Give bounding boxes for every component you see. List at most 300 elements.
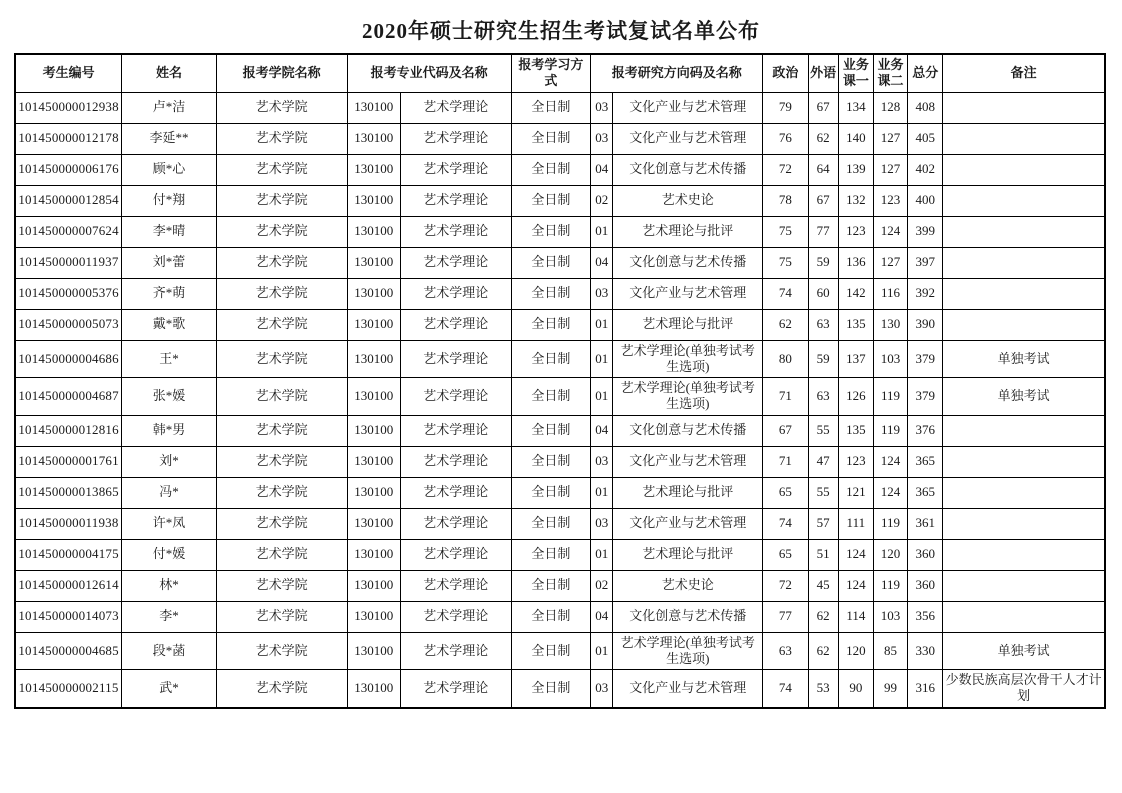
cell-direction-code: 01 — [591, 216, 613, 247]
cell-name: 张*媛 — [122, 378, 217, 416]
cell-course2-score: 119 — [873, 415, 907, 446]
cell-candidate-id: 101450000005376 — [15, 278, 122, 309]
cell-course2-score: 124 — [873, 216, 907, 247]
cell-remark — [943, 216, 1105, 247]
cell-foreign-score: 62 — [808, 632, 838, 670]
cell-politics-score: 71 — [763, 446, 808, 477]
cell-course1-score: 134 — [838, 92, 873, 123]
cell-name: 李延** — [122, 123, 217, 154]
table-row — [15, 378, 1105, 416]
cell-politics-score: 65 — [763, 477, 808, 508]
cell-course1-score: 124 — [838, 570, 873, 601]
cell-college: 艺术学院 — [216, 446, 347, 477]
cell-direction-name: 文化产业与艺术管理 — [613, 446, 763, 477]
cell-politics-score: 62 — [763, 309, 808, 340]
cell-foreign-score: 63 — [808, 378, 838, 416]
cell-major-name: 艺术学理论 — [400, 154, 511, 185]
cell-foreign-score: 62 — [808, 601, 838, 632]
table-header-row — [15, 54, 1105, 92]
cell-direction-code: 01 — [591, 477, 613, 508]
table-row — [15, 340, 1105, 378]
cell-college: 艺术学院 — [216, 601, 347, 632]
table-row — [15, 601, 1105, 632]
cell-total-score: 376 — [908, 415, 943, 446]
cell-major-code: 130100 — [347, 378, 400, 416]
cell-candidate-id: 101450000014073 — [15, 601, 122, 632]
cell-major-name: 艺术学理论 — [400, 309, 511, 340]
cell-course2-score: 127 — [873, 247, 907, 278]
cell-direction-name: 文化产业与艺术管理 — [613, 123, 763, 154]
cell-candidate-id: 101450000012178 — [15, 123, 122, 154]
table-row — [15, 216, 1105, 247]
cell-direction-name: 艺术理论与批评 — [613, 309, 763, 340]
cell-direction-code: 01 — [591, 340, 613, 378]
cell-direction-name: 艺术理论与批评 — [613, 216, 763, 247]
cell-course1-score: 136 — [838, 247, 873, 278]
cell-total-score: 361 — [908, 508, 943, 539]
cell-direction-code: 03 — [591, 508, 613, 539]
cell-study-mode: 全日制 — [511, 154, 591, 185]
cell-major-name: 艺术学理论 — [400, 508, 511, 539]
cell-course1-score: 120 — [838, 632, 873, 670]
cell-foreign-score: 67 — [808, 92, 838, 123]
cell-direction-name: 艺术理论与批评 — [613, 539, 763, 570]
header-politics: 政治 — [763, 54, 808, 92]
cell-course2-score: 103 — [873, 340, 907, 378]
cell-direction-code: 02 — [591, 570, 613, 601]
cell-remark: 少数民族高层次骨干人才计划 — [943, 670, 1105, 708]
cell-name: 卢*洁 — [122, 92, 217, 123]
table-row — [15, 477, 1105, 508]
header-college: 报考学院名称 — [216, 54, 347, 92]
cell-course2-score: 127 — [873, 123, 907, 154]
cell-name: 顾*心 — [122, 154, 217, 185]
table-header — [15, 54, 1105, 92]
cell-major-code: 130100 — [347, 415, 400, 446]
cell-politics-score: 74 — [763, 508, 808, 539]
cell-major-code: 130100 — [347, 508, 400, 539]
header-candidate-id: 考生编号 — [15, 54, 122, 92]
cell-direction-code: 04 — [591, 247, 613, 278]
cell-direction-code: 01 — [591, 309, 613, 340]
cell-remark — [943, 309, 1105, 340]
cell-name: 段*菡 — [122, 632, 217, 670]
table-row — [15, 154, 1105, 185]
cell-major-code: 130100 — [347, 570, 400, 601]
header-direction: 报考研究方向码及名称 — [591, 54, 763, 92]
cell-study-mode: 全日制 — [511, 539, 591, 570]
cell-foreign-score: 47 — [808, 446, 838, 477]
cell-study-mode: 全日制 — [511, 340, 591, 378]
cell-study-mode: 全日制 — [511, 477, 591, 508]
cell-college: 艺术学院 — [216, 415, 347, 446]
cell-politics-score: 77 — [763, 601, 808, 632]
cell-direction-name: 文化创意与艺术传播 — [613, 601, 763, 632]
cell-college: 艺术学院 — [216, 185, 347, 216]
cell-politics-score: 63 — [763, 632, 808, 670]
cell-course1-score: 126 — [838, 378, 873, 416]
cell-total-score: 399 — [908, 216, 943, 247]
cell-course1-score: 135 — [838, 415, 873, 446]
cell-politics-score: 74 — [763, 670, 808, 708]
cell-candidate-id: 101450000004687 — [15, 378, 122, 416]
cell-total-score: 400 — [908, 185, 943, 216]
cell-direction-code: 01 — [591, 539, 613, 570]
cell-college: 艺术学院 — [216, 247, 347, 278]
cell-major-name: 艺术学理论 — [400, 247, 511, 278]
cell-major-code: 130100 — [347, 309, 400, 340]
table-row — [15, 570, 1105, 601]
table-row — [15, 247, 1105, 278]
cell-candidate-id: 101450000012938 — [15, 92, 122, 123]
cell-candidate-id: 101450000005073 — [15, 309, 122, 340]
cell-total-score: 392 — [908, 278, 943, 309]
cell-remark — [943, 539, 1105, 570]
cell-candidate-id: 101450000012816 — [15, 415, 122, 446]
cell-college: 艺术学院 — [216, 123, 347, 154]
cell-candidate-id: 101450000001761 — [15, 446, 122, 477]
cell-remark: 单独考试 — [943, 378, 1105, 416]
cell-total-score: 330 — [908, 632, 943, 670]
header-remark: 备注 — [943, 54, 1105, 92]
cell-direction-code: 03 — [591, 123, 613, 154]
cell-politics-score: 79 — [763, 92, 808, 123]
page-title: 2020年硕士研究生招生考试复试名单公布 — [362, 19, 760, 43]
cell-direction-name: 文化产业与艺术管理 — [613, 508, 763, 539]
cell-major-code: 130100 — [347, 92, 400, 123]
cell-foreign-score: 55 — [808, 415, 838, 446]
cell-major-name: 艺术学理论 — [400, 378, 511, 416]
cell-direction-name: 艺术学理论(单独考试考生选项) — [613, 632, 763, 670]
cell-direction-code: 03 — [591, 92, 613, 123]
cell-major-name: 艺术学理论 — [400, 278, 511, 309]
cell-major-name: 艺术学理论 — [400, 570, 511, 601]
cell-major-code: 130100 — [347, 216, 400, 247]
cell-name: 冯* — [122, 477, 217, 508]
cell-major-code: 130100 — [347, 477, 400, 508]
header-course1: 业务课一 — [838, 54, 873, 92]
cell-direction-name: 艺术史论 — [613, 185, 763, 216]
cell-major-code: 130100 — [347, 154, 400, 185]
cell-remark — [943, 185, 1105, 216]
cell-name: 王* — [122, 340, 217, 378]
cell-study-mode: 全日制 — [511, 570, 591, 601]
cell-course2-score: 119 — [873, 570, 907, 601]
cell-politics-score: 65 — [763, 539, 808, 570]
table-row — [15, 446, 1105, 477]
cell-remark — [943, 123, 1105, 154]
cell-name: 李* — [122, 601, 217, 632]
header-major: 报考专业代码及名称 — [347, 54, 511, 92]
cell-candidate-id: 101450000011937 — [15, 247, 122, 278]
cell-course1-score: 135 — [838, 309, 873, 340]
cell-study-mode: 全日制 — [511, 278, 591, 309]
cell-total-score: 408 — [908, 92, 943, 123]
cell-foreign-score: 62 — [808, 123, 838, 154]
cell-name: 韩*男 — [122, 415, 217, 446]
cell-politics-score: 71 — [763, 378, 808, 416]
cell-total-score: 379 — [908, 340, 943, 378]
cell-major-code: 130100 — [347, 278, 400, 309]
cell-foreign-score: 63 — [808, 309, 838, 340]
cell-major-code: 130100 — [347, 539, 400, 570]
cell-course1-score: 137 — [838, 340, 873, 378]
cell-course1-score: 124 — [838, 539, 873, 570]
cell-study-mode: 全日制 — [511, 247, 591, 278]
cell-major-name: 艺术学理论 — [400, 632, 511, 670]
table-row — [15, 278, 1105, 309]
table-row — [15, 415, 1105, 446]
cell-course2-score: 119 — [873, 378, 907, 416]
cell-college: 艺术学院 — [216, 670, 347, 708]
cell-direction-name: 文化产业与艺术管理 — [613, 670, 763, 708]
cell-study-mode: 全日制 — [511, 378, 591, 416]
cell-course2-score: 85 — [873, 632, 907, 670]
cell-college: 艺术学院 — [216, 539, 347, 570]
cell-major-code: 130100 — [347, 247, 400, 278]
cell-course2-score: 103 — [873, 601, 907, 632]
cell-candidate-id: 101450000002115 — [15, 670, 122, 708]
cell-total-score: 405 — [908, 123, 943, 154]
cell-politics-score: 67 — [763, 415, 808, 446]
cell-course1-score: 142 — [838, 278, 873, 309]
cell-candidate-id: 101450000004686 — [15, 340, 122, 378]
cell-direction-name: 艺术学理论(单独考试考生选项) — [613, 378, 763, 416]
table-row — [15, 92, 1105, 123]
cell-direction-name: 文化产业与艺术管理 — [613, 92, 763, 123]
cell-politics-score: 72 — [763, 154, 808, 185]
cell-remark — [943, 154, 1105, 185]
cell-remark — [943, 278, 1105, 309]
cell-name: 刘*蕾 — [122, 247, 217, 278]
cell-major-code: 130100 — [347, 601, 400, 632]
cell-direction-code: 04 — [591, 415, 613, 446]
cell-politics-score: 78 — [763, 185, 808, 216]
cell-name: 许*凤 — [122, 508, 217, 539]
cell-direction-code: 01 — [591, 632, 613, 670]
cell-major-code: 130100 — [347, 632, 400, 670]
cell-foreign-score: 59 — [808, 340, 838, 378]
table-row — [15, 309, 1105, 340]
cell-total-score: 379 — [908, 378, 943, 416]
cell-major-name: 艺术学理论 — [400, 92, 511, 123]
cell-total-score: 365 — [908, 446, 943, 477]
cell-direction-name: 文化产业与艺术管理 — [613, 278, 763, 309]
cell-foreign-score: 64 — [808, 154, 838, 185]
cell-course2-score: 127 — [873, 154, 907, 185]
cell-name: 付*翔 — [122, 185, 217, 216]
cell-study-mode: 全日制 — [511, 446, 591, 477]
cell-foreign-score: 51 — [808, 539, 838, 570]
cell-remark — [943, 508, 1105, 539]
cell-major-code: 130100 — [347, 123, 400, 154]
cell-study-mode: 全日制 — [511, 601, 591, 632]
cell-college: 艺术学院 — [216, 309, 347, 340]
cell-foreign-score: 77 — [808, 216, 838, 247]
cell-remark: 单独考试 — [943, 340, 1105, 378]
cell-candidate-id: 101450000012854 — [15, 185, 122, 216]
cell-course1-score: 90 — [838, 670, 873, 708]
cell-major-code: 130100 — [347, 446, 400, 477]
cell-major-name: 艺术学理论 — [400, 123, 511, 154]
table-row — [15, 508, 1105, 539]
cell-foreign-score: 59 — [808, 247, 838, 278]
cell-course2-score: 128 — [873, 92, 907, 123]
cell-major-name: 艺术学理论 — [400, 185, 511, 216]
cell-politics-score: 72 — [763, 570, 808, 601]
cell-direction-code: 04 — [591, 154, 613, 185]
cell-course2-score: 119 — [873, 508, 907, 539]
cell-remark — [943, 601, 1105, 632]
cell-politics-score: 75 — [763, 216, 808, 247]
cell-remark — [943, 570, 1105, 601]
cell-foreign-score: 55 — [808, 477, 838, 508]
cell-name: 林* — [122, 570, 217, 601]
cell-college: 艺术学院 — [216, 154, 347, 185]
cell-candidate-id: 101450000006176 — [15, 154, 122, 185]
cell-name: 武* — [122, 670, 217, 708]
cell-total-score: 360 — [908, 539, 943, 570]
cell-college: 艺术学院 — [216, 92, 347, 123]
cell-politics-score: 75 — [763, 247, 808, 278]
cell-major-name: 艺术学理论 — [400, 340, 511, 378]
cell-total-score: 390 — [908, 309, 943, 340]
cell-foreign-score: 45 — [808, 570, 838, 601]
cell-study-mode: 全日制 — [511, 216, 591, 247]
cell-course2-score: 124 — [873, 446, 907, 477]
cell-course2-score: 99 — [873, 670, 907, 708]
cell-major-name: 艺术学理论 — [400, 446, 511, 477]
cell-college: 艺术学院 — [216, 632, 347, 670]
cell-major-name: 艺术学理论 — [400, 216, 511, 247]
cell-total-score: 316 — [908, 670, 943, 708]
header-name: 姓名 — [122, 54, 217, 92]
table-row — [15, 632, 1105, 670]
cell-course1-score: 123 — [838, 446, 873, 477]
cell-study-mode: 全日制 — [511, 92, 591, 123]
cell-name: 齐*萌 — [122, 278, 217, 309]
cell-major-name: 艺术学理论 — [400, 601, 511, 632]
cell-direction-name: 文化创意与艺术传播 — [613, 247, 763, 278]
cell-name: 付*媛 — [122, 539, 217, 570]
cell-candidate-id: 101450000012614 — [15, 570, 122, 601]
cell-direction-name: 艺术学理论(单独考试考生选项) — [613, 340, 763, 378]
cell-major-code: 130100 — [347, 185, 400, 216]
cell-direction-name: 艺术史论 — [613, 570, 763, 601]
cell-major-name: 艺术学理论 — [400, 539, 511, 570]
cell-remark — [943, 247, 1105, 278]
cell-course1-score: 114 — [838, 601, 873, 632]
reexamination-list-table — [14, 53, 1106, 709]
header-study-mode: 报考学习方式 — [511, 54, 591, 92]
cell-study-mode: 全日制 — [511, 670, 591, 708]
cell-college: 艺术学院 — [216, 477, 347, 508]
cell-course1-score: 111 — [838, 508, 873, 539]
cell-total-score: 397 — [908, 247, 943, 278]
cell-direction-code: 03 — [591, 278, 613, 309]
cell-study-mode: 全日制 — [511, 185, 591, 216]
cell-major-name: 艺术学理论 — [400, 415, 511, 446]
cell-total-score: 360 — [908, 570, 943, 601]
cell-foreign-score: 67 — [808, 185, 838, 216]
cell-candidate-id: 101450000013865 — [15, 477, 122, 508]
cell-course2-score: 123 — [873, 185, 907, 216]
cell-course1-score: 123 — [838, 216, 873, 247]
table-row — [15, 670, 1105, 708]
cell-remark: 单独考试 — [943, 632, 1105, 670]
table-row — [15, 539, 1105, 570]
cell-college: 艺术学院 — [216, 340, 347, 378]
cell-politics-score: 80 — [763, 340, 808, 378]
cell-politics-score: 76 — [763, 123, 808, 154]
cell-direction-name: 文化创意与艺术传播 — [613, 154, 763, 185]
cell-course2-score: 120 — [873, 539, 907, 570]
cell-course1-score: 121 — [838, 477, 873, 508]
table-row — [15, 185, 1105, 216]
cell-politics-score: 74 — [763, 278, 808, 309]
cell-total-score: 402 — [908, 154, 943, 185]
cell-name: 李*晴 — [122, 216, 217, 247]
cell-course2-score: 116 — [873, 278, 907, 309]
cell-study-mode: 全日制 — [511, 508, 591, 539]
cell-direction-code: 04 — [591, 601, 613, 632]
table-row — [15, 123, 1105, 154]
cell-direction-code: 03 — [591, 446, 613, 477]
cell-direction-code: 01 — [591, 378, 613, 416]
cell-name: 戴*歌 — [122, 309, 217, 340]
table-body — [15, 92, 1105, 708]
cell-major-name: 艺术学理论 — [400, 477, 511, 508]
cell-major-code: 130100 — [347, 340, 400, 378]
cell-major-code: 130100 — [347, 670, 400, 708]
cell-direction-code: 03 — [591, 670, 613, 708]
cell-name: 刘* — [122, 446, 217, 477]
cell-college: 艺术学院 — [216, 278, 347, 309]
cell-college: 艺术学院 — [216, 570, 347, 601]
header-foreign-language: 外语 — [808, 54, 838, 92]
cell-course2-score: 130 — [873, 309, 907, 340]
cell-foreign-score: 60 — [808, 278, 838, 309]
cell-direction-name: 文化创意与艺术传播 — [613, 415, 763, 446]
cell-college: 艺术学院 — [216, 378, 347, 416]
cell-major-name: 艺术学理论 — [400, 670, 511, 708]
cell-course1-score: 132 — [838, 185, 873, 216]
cell-direction-code: 02 — [591, 185, 613, 216]
cell-study-mode: 全日制 — [511, 309, 591, 340]
cell-study-mode: 全日制 — [511, 415, 591, 446]
cell-candidate-id: 101450000004685 — [15, 632, 122, 670]
cell-study-mode: 全日制 — [511, 123, 591, 154]
cell-direction-name: 艺术理论与批评 — [613, 477, 763, 508]
cell-total-score: 365 — [908, 477, 943, 508]
cell-college: 艺术学院 — [216, 508, 347, 539]
cell-candidate-id: 101450000011938 — [15, 508, 122, 539]
cell-remark — [943, 477, 1105, 508]
cell-study-mode: 全日制 — [511, 632, 591, 670]
cell-candidate-id: 101450000004175 — [15, 539, 122, 570]
header-total: 总分 — [908, 54, 943, 92]
cell-course2-score: 124 — [873, 477, 907, 508]
cell-total-score: 356 — [908, 601, 943, 632]
cell-remark — [943, 446, 1105, 477]
cell-remark — [943, 92, 1105, 123]
cell-foreign-score: 53 — [808, 670, 838, 708]
cell-candidate-id: 101450000007624 — [15, 216, 122, 247]
cell-course1-score: 140 — [838, 123, 873, 154]
cell-remark — [943, 415, 1105, 446]
cell-foreign-score: 57 — [808, 508, 838, 539]
cell-course1-score: 139 — [838, 154, 873, 185]
